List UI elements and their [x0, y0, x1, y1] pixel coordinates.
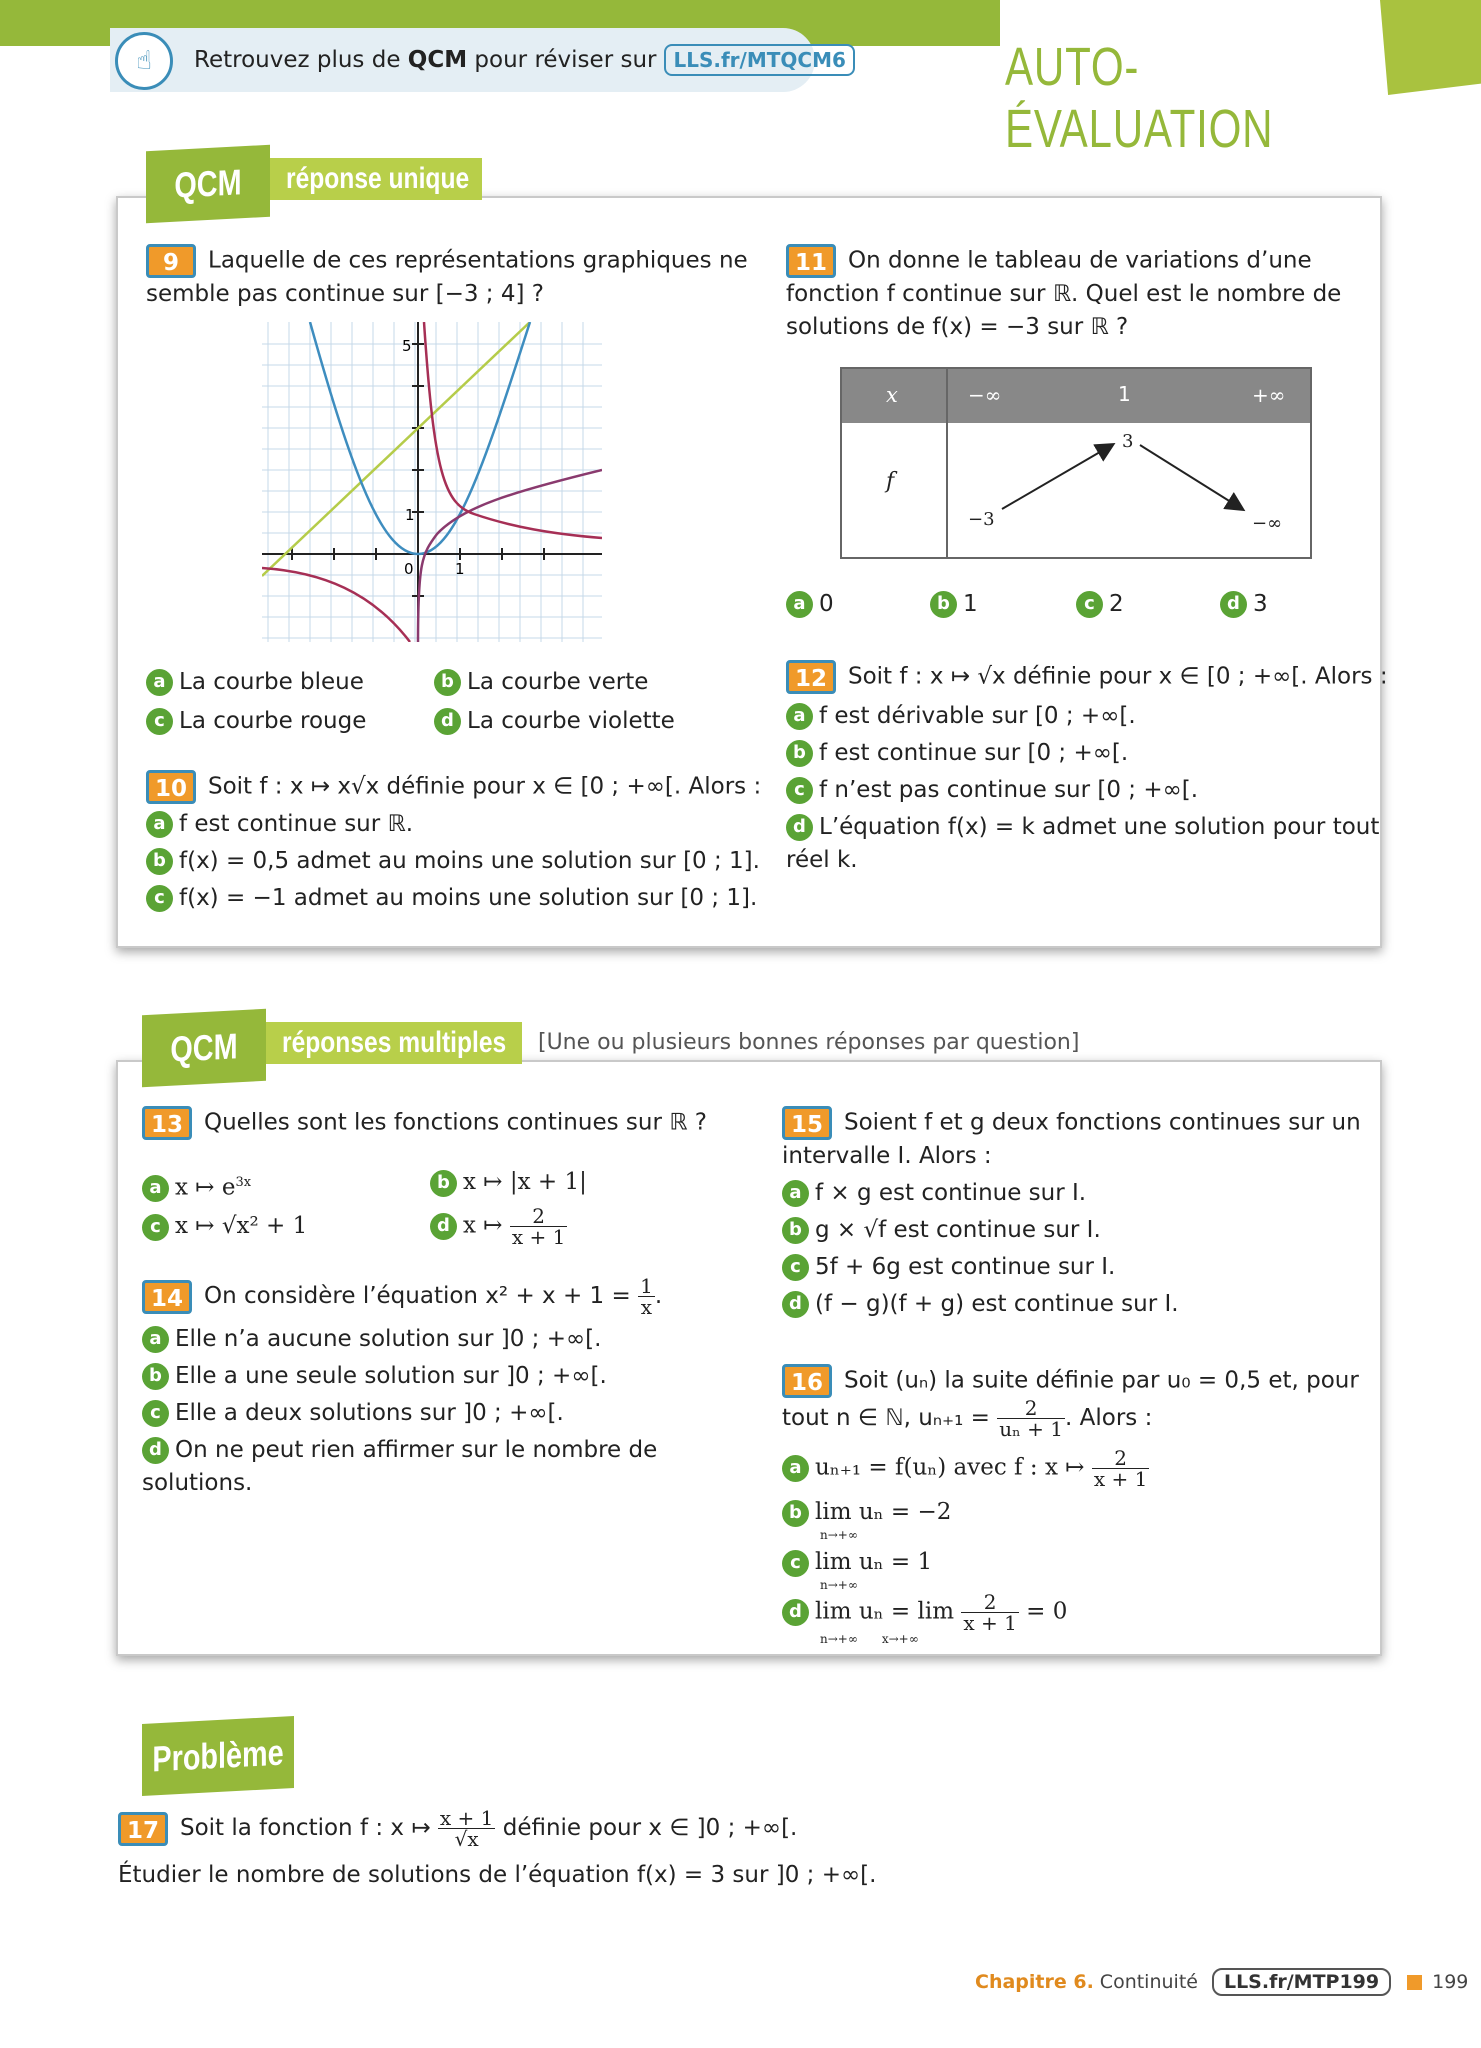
- option-a[interactable]: a f est dérivable sur [0 ; +∞[.: [786, 700, 1376, 733]
- question-text: Soit f : x ↦ x√x définie pour x ∈ [0 ; +∞[. Alors :: [208, 773, 762, 800]
- corner-decoration: [1380, 0, 1481, 95]
- orange-square: [1407, 1975, 1422, 1990]
- option-d-cont: solutions.: [142, 1470, 253, 1496]
- question-text: semble pas continue sur [−3 ; 4] ?: [146, 281, 544, 307]
- option-c[interactable]: c La courbe rouge: [146, 705, 446, 738]
- variation-table: [840, 367, 1312, 559]
- value-minus-inf: −∞: [1252, 513, 1283, 534]
- option-b[interactable]: b g × √f est continue sur I.: [782, 1214, 1372, 1247]
- option-d[interactable]: d (f − g)(f + g) est continue sur I.: [782, 1288, 1372, 1321]
- tick-label-0: 0: [404, 560, 414, 578]
- option-c[interactable]: c 2: [1076, 588, 1124, 621]
- option-a[interactable]: a uₙ₊₁ = f(uₙ) avec f : x ↦ $\frac{2}{x + 1}$: [782, 1448, 1342, 1489]
- option-a[interactable]: a La courbe bleue: [146, 666, 446, 699]
- question-17: 17 Soit la fonction f : x ↦ $\frac{x + 1}{√x}$ définie pour x ∈ ]0 ; +∞[. Étudier le nombre de solutions de l’équation f(x) = 3 sur ]0 ; +∞[.: [118, 1808, 1018, 1892]
- question-number: 11: [786, 244, 836, 278]
- option-b[interactable]: b x ↦ |x + 1|: [430, 1166, 730, 1199]
- option-a[interactable]: a f × g est continue sur I.: [782, 1177, 1372, 1210]
- question-number: 15: [782, 1106, 832, 1140]
- question-text: fonction f continue sur ℝ. Quel est le nombre de: [786, 281, 1342, 307]
- question-text: intervalle I. Alors :: [782, 1143, 992, 1169]
- question-number: 14: [142, 1280, 192, 1314]
- qcm-banner: [110, 28, 846, 92]
- option-d[interactable]: d L’équation f(x) = k admet une solution pour tout: [786, 811, 1376, 844]
- qcm-tab-1: QCM: [146, 145, 270, 223]
- question-number: 10: [146, 770, 196, 804]
- banner-link[interactable]: LLS.fr/MTQCM6: [664, 44, 854, 76]
- header-minus-inf: −∞: [968, 383, 1002, 407]
- option-b[interactable]: b f(x) = 0,5 admet au moins une solution sur [0 ; 1].: [146, 845, 766, 878]
- page-number: 199: [1432, 1971, 1469, 1993]
- footer-link[interactable]: LLS.fr/MTP199: [1212, 1968, 1391, 1996]
- option-d[interactable]: d On ne peut rien affirmer sur le nombre de: [142, 1434, 762, 1467]
- option-a[interactable]: a x ↦ $e^{3x}$: [142, 1166, 442, 1205]
- probleme-tab: Problème: [142, 1716, 294, 1796]
- q9-options-left: [146, 666, 446, 738]
- tick-label-1y: 1: [405, 506, 415, 524]
- question-text: Soit (uₙ) la suite définie par u₀ = 0,5 et, pour: [844, 1367, 1359, 1394]
- function-graph: [262, 322, 602, 642]
- option-c[interactable]: c f n’est pas continue sur [0 ; +∞[.: [786, 774, 1376, 807]
- question-text: Soient f et g deux fonctions continues sur un: [844, 1109, 1361, 1136]
- question-16: 16 Soit (uₙ) la suite définie par u₀ = 0,5 et, pour tout n ∈ ℕ, uₙ₊₁ = $\frac{2}{\text{uₙ + 1}}$ . Alors :: [782, 1364, 1372, 1439]
- option-b[interactable]: b Elle a une seule solution sur ]0 ; +∞[.: [142, 1360, 762, 1393]
- option-c[interactable]: c 5f + 6g est continue sur I.: [782, 1251, 1372, 1284]
- tick-label-5: 5: [402, 337, 412, 355]
- option-d[interactable]: d 3: [1220, 588, 1268, 621]
- header-plus-inf: +∞: [1252, 383, 1286, 407]
- page-footer: [975, 1968, 1468, 1996]
- question-15: [782, 1106, 1372, 1321]
- option-b[interactable]: b f est continue sur [0 ; +∞[.: [786, 737, 1376, 770]
- value-3: 3: [1122, 431, 1134, 452]
- option-d[interactable]: d x ↦ $\frac{2}{x + 1}$: [430, 1206, 730, 1247]
- question-number: 9: [146, 244, 196, 278]
- banner-suffix: pour réviser sur: [467, 47, 657, 73]
- option-b[interactable]: b lim uₙ = −2 n→+∞: [782, 1496, 1342, 1541]
- option-c[interactable]: c x ↦ √x² + 1: [142, 1210, 442, 1243]
- chapter-number: Chapitre 6.: [975, 1971, 1094, 1993]
- q9-options-right: [434, 666, 734, 738]
- option-c[interactable]: c Elle a deux solutions sur ]0 ; +∞[.: [142, 1397, 762, 1430]
- question-number: 16: [782, 1364, 832, 1398]
- question-text: Laquelle de ces représentations graphiques ne: [208, 247, 748, 274]
- banner-prefix: Retrouvez plus de: [194, 47, 408, 73]
- touch-icon: ☝: [115, 32, 173, 90]
- question-14: 14 On considère l’équation x² + x + 1 = $\frac{1}{x}$ . a Elle n’a aucune solution sur ]0 ; +∞[. b Elle a une seule solution sur ]0 ; +∞[. c Elle a deux solutions sur ]0 ; +∞[. d On ne peut rien affirmer sur le nombre de solutions.: [142, 1276, 762, 1500]
- question-number: 17: [118, 1812, 168, 1846]
- red-curve-left: [262, 568, 410, 642]
- option-b[interactable]: b La courbe verte: [434, 666, 734, 699]
- option-d[interactable]: d La courbe violette: [434, 705, 734, 738]
- option-b[interactable]: b 1: [930, 588, 978, 621]
- question-text: On considère l’équation x² + x + 1 =: [204, 1283, 631, 1309]
- question-text: Quelles sont les fonctions continues sur ℝ ?: [204, 1109, 707, 1136]
- value-minus3: −3: [968, 509, 995, 530]
- option-a[interactable]: a Elle n’a aucune solution sur ]0 ; +∞[.: [142, 1323, 762, 1356]
- option-a[interactable]: a 0: [786, 588, 834, 621]
- option-d-cont: réel k.: [786, 847, 858, 873]
- option-a[interactable]: a f est continue sur ℝ.: [146, 808, 766, 841]
- question-text: On donne le tableau de variations d’une: [848, 247, 1312, 274]
- red-curve-right: [424, 322, 602, 538]
- tick-label-1x: 1: [455, 560, 465, 578]
- question-number: 13: [142, 1106, 192, 1140]
- question-number: 12: [786, 660, 836, 694]
- subtab-reponse-unique: réponse unique: [270, 158, 482, 200]
- question-11: [786, 244, 1346, 344]
- question-text: solutions de f(x) = −3 sur ℝ ?: [786, 314, 1129, 340]
- section-note: [Une ou plusieurs bonnes réponses par question]: [538, 1030, 1080, 1055]
- option-c[interactable]: c f(x) = −1 admet au moins une solution sur [0 ; 1].: [146, 882, 766, 915]
- header-x: x: [886, 383, 898, 407]
- question-12: [786, 660, 1388, 877]
- chapter-name: Continuité: [1099, 1971, 1198, 1993]
- header-one: 1: [1118, 382, 1131, 406]
- question-text: Étudier le nombre de solutions de l’équation f(x) = 3 sur ]0 ; +∞[.: [118, 1862, 877, 1888]
- question-10: [146, 770, 766, 915]
- qcm-tab-2: QCM: [142, 1009, 266, 1087]
- banner-bold: QCM: [407, 47, 468, 73]
- row-f: f: [886, 469, 895, 494]
- violet-curve: [418, 470, 602, 642]
- variation-arrows: [842, 369, 1312, 559]
- question-13: [142, 1106, 742, 1140]
- blue-curve: [310, 322, 530, 554]
- option-c[interactable]: c lim uₙ = 1 n→+∞: [782, 1546, 1342, 1591]
- option-d[interactable]: d lim uₙ = lim $\frac{2}{x + 1}$ = 0 n→+∞ x→+∞: [782, 1592, 1342, 1645]
- page-title: AUTO-ÉVALUATION: [1005, 37, 1274, 159]
- subtab-reponses-multiples: réponses multiples: [266, 1022, 522, 1064]
- question-9: [146, 244, 746, 311]
- question-text: Soit f : x ↦ √x définie pour x ∈ [0 ; +∞[. Alors :: [848, 663, 1388, 690]
